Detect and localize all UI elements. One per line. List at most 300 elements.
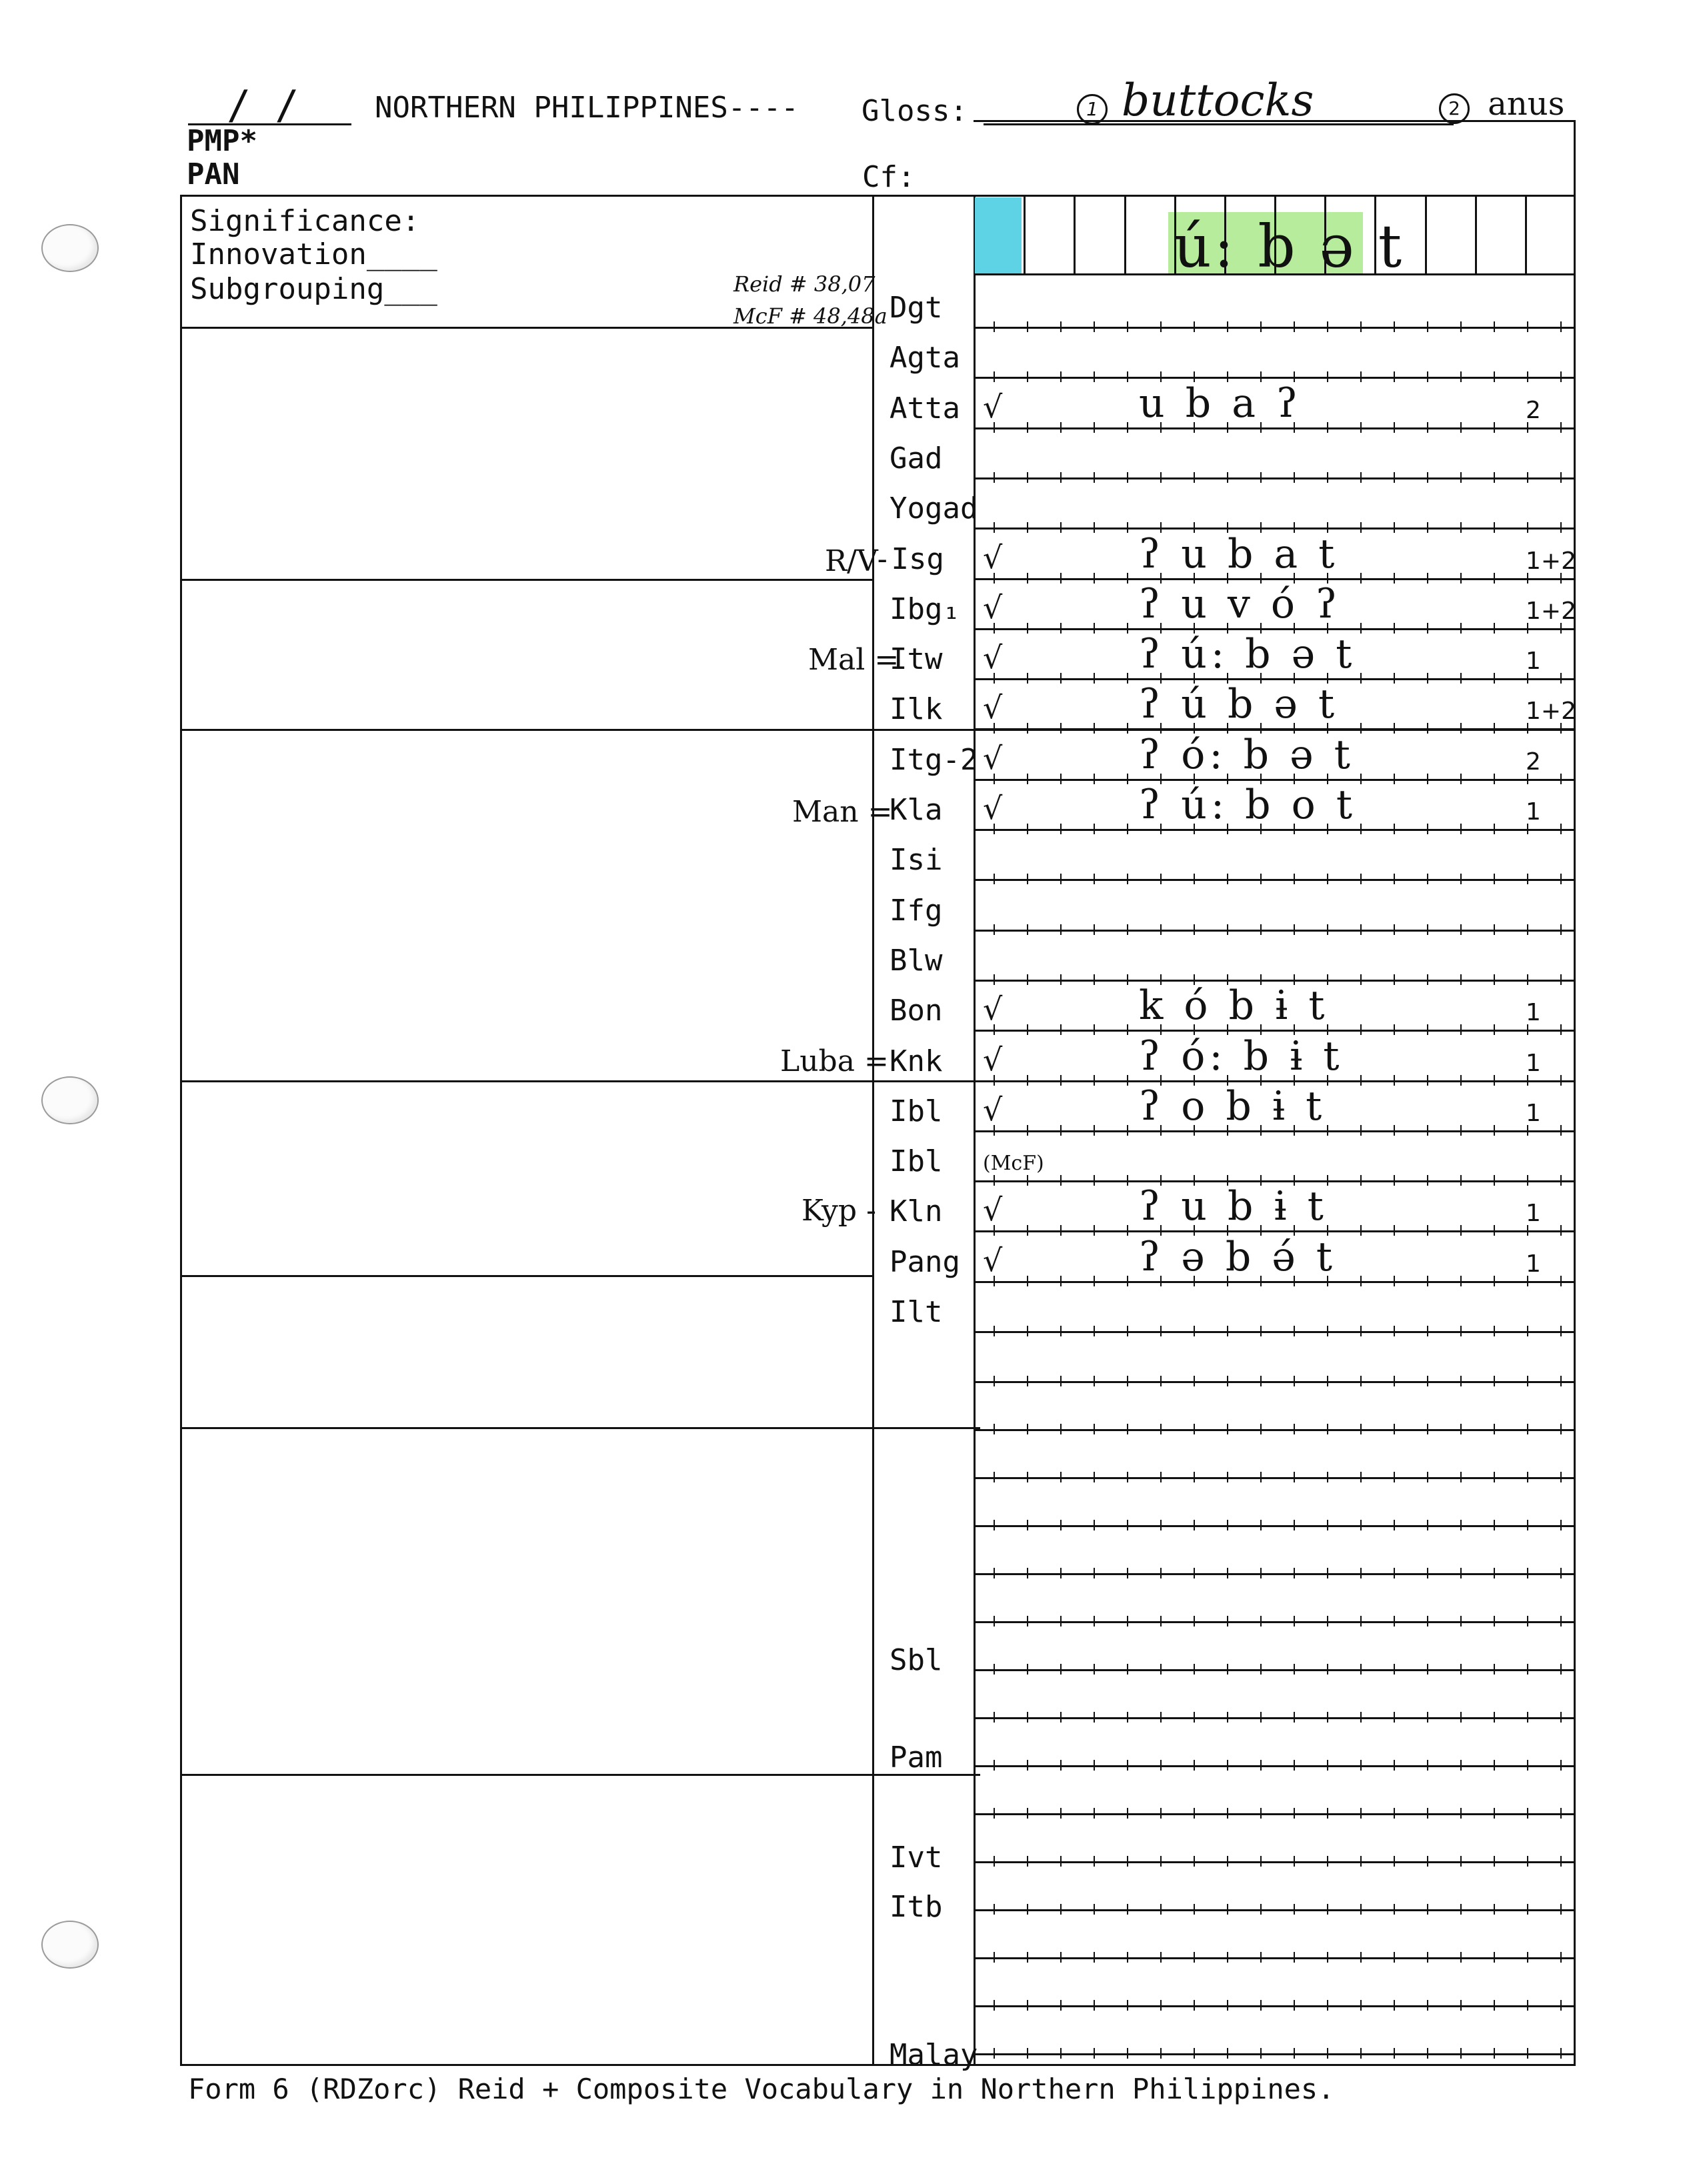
ruled-line-tick — [1494, 1568, 1495, 1578]
ruled-line-tick — [1460, 1125, 1462, 1136]
language-code: Gad — [890, 441, 943, 475]
reconstruction-segment: ə — [1319, 212, 1357, 281]
ruled-line-tick — [1560, 1472, 1562, 1482]
column-divider — [872, 195, 874, 2066]
ruled-line-tick — [1160, 1568, 1162, 1578]
cognate-form: ʔ o b ɨ t — [1139, 1082, 1326, 1130]
ruled-line-tick — [1494, 1424, 1495, 1434]
ruled-line-tick — [1494, 1616, 1495, 1626]
reconstruction-cell-divider — [1124, 197, 1126, 273]
ruled-line-tick — [1527, 321, 1528, 332]
ruled-line — [975, 1957, 1574, 1959]
ruled-line-tick — [1094, 2000, 1095, 2011]
gloss-reference: 1 — [1526, 798, 1541, 826]
ruled-line-tick — [1560, 1024, 1562, 1035]
cognate-check-mark: √ — [983, 790, 1003, 826]
ruled-line-tick — [1394, 1075, 1395, 1086]
ruled-line-tick — [1294, 1616, 1295, 1626]
subgrouping-label: Subgrouping___ — [190, 272, 437, 306]
ruled-line-tick — [1294, 1712, 1295, 1723]
ruled-line-tick — [1527, 1856, 1528, 1867]
ruled-line-tick — [1427, 2000, 1428, 2011]
ruled-line-tick — [1527, 1472, 1528, 1482]
ruled-line-tick — [1027, 1276, 1028, 1286]
ruled-line — [975, 1525, 1574, 1527]
ruled-line-tick — [1527, 1376, 1528, 1386]
ruled-line-tick — [1294, 924, 1295, 935]
cognate-form: ʔ ú: b o t — [1139, 782, 1356, 828]
ruled-line-tick — [1227, 1568, 1228, 1578]
ruled-line-tick — [1394, 1376, 1395, 1386]
ruled-line-tick — [1360, 1616, 1362, 1626]
language-code: Knk — [890, 1044, 943, 1078]
ruled-line-tick — [1327, 422, 1328, 433]
ruled-line-tick — [1394, 2048, 1395, 2059]
gloss-reference: 1 — [1526, 648, 1541, 676]
ruled-line-tick — [1060, 321, 1062, 332]
ruled-line-tick — [1360, 774, 1362, 784]
ruled-line-tick — [1427, 1520, 1428, 1530]
ruled-line-tick — [1027, 573, 1028, 584]
ruled-line-tick — [1260, 1760, 1262, 1771]
ruled-line-tick — [1560, 924, 1562, 935]
language-code: Kln — [890, 1194, 943, 1229]
cognate-form: ʔ ə b ə́ t — [1139, 1233, 1336, 1280]
ruled-line-tick — [1560, 1616, 1562, 1626]
ruled-line-tick — [994, 1664, 995, 1675]
ruled-line-tick — [1294, 1326, 1295, 1336]
ruled-line-tick — [1527, 2048, 1528, 2059]
ruled-line-tick — [1094, 1664, 1095, 1675]
ruled-line-tick — [1027, 2000, 1028, 2011]
ruled-line-tick — [1027, 1664, 1028, 1675]
ruled-line-tick — [1460, 321, 1462, 332]
ruled-line-tick — [1327, 1472, 1328, 1482]
ruled-line-tick — [1027, 1760, 1028, 1771]
significance-label: Significance: — [190, 204, 420, 238]
ruled-line-tick — [1227, 1376, 1228, 1386]
ruled-line-tick — [1360, 1276, 1362, 1286]
ruled-line-tick — [1227, 1424, 1228, 1434]
ruled-line-tick — [1394, 2000, 1395, 2011]
ruled-line-tick — [1260, 1856, 1262, 1867]
ruled-line-tick — [1094, 623, 1095, 634]
ruled-line-tick — [1027, 1175, 1028, 1186]
ruled-line-tick — [1460, 1424, 1462, 1434]
ruled-line-tick — [1260, 1904, 1262, 1915]
ruled-line-tick — [1494, 1952, 1495, 1963]
ruled-line-tick — [1394, 1616, 1395, 1626]
ruled-line-tick — [1060, 1808, 1062, 1819]
language-code: Atta — [890, 391, 960, 425]
ruled-line-tick — [1027, 422, 1028, 433]
ruled-line-tick — [1460, 1904, 1462, 1915]
ruled-line-tick — [1127, 673, 1128, 684]
ruled-line-tick — [1460, 1024, 1462, 1035]
ruled-line — [975, 1813, 1574, 1815]
ruled-line-tick — [1127, 321, 1128, 332]
ruled-line-tick — [1060, 874, 1062, 884]
ruled-line-tick — [1394, 1712, 1395, 1723]
ruled-line-tick — [1527, 1326, 1528, 1336]
ruled-line-tick — [1494, 2000, 1495, 2011]
ruled-line-tick — [1360, 824, 1362, 834]
ruled-line — [975, 779, 1574, 781]
ruled-line-tick — [1560, 1568, 1562, 1578]
ruled-line-tick — [1194, 1952, 1195, 1963]
ruled-line-tick — [1427, 422, 1428, 433]
ruled-line — [975, 477, 1574, 479]
ruled-line-tick — [1260, 472, 1262, 483]
ruled-line — [975, 1281, 1574, 1283]
ruled-line-tick — [1427, 1125, 1428, 1136]
ruled-line-tick — [1127, 723, 1128, 734]
ruled-line-tick — [1260, 1952, 1262, 1963]
ruled-line-tick — [1094, 673, 1095, 684]
ruled-line-tick — [1427, 1175, 1428, 1186]
ruled-line-tick — [1494, 1125, 1495, 1136]
ruled-line-tick — [1094, 924, 1095, 935]
ruled-line-tick — [1494, 573, 1495, 584]
ruled-line — [975, 327, 1574, 329]
ruled-line-tick — [1160, 1520, 1162, 1530]
ruled-line-tick — [1060, 1175, 1062, 1186]
ruled-line-tick — [1394, 371, 1395, 382]
ruled-line-tick — [1060, 1376, 1062, 1386]
ruled-line-tick — [1427, 723, 1428, 734]
ruled-line-tick — [1060, 2000, 1062, 2011]
ruled-line-tick — [1527, 472, 1528, 483]
ruled-line-tick — [1460, 1712, 1462, 1723]
ruled-line-tick — [1527, 1616, 1528, 1626]
ruled-line-tick — [1527, 1904, 1528, 1915]
ruled-line-tick — [1327, 1712, 1328, 1723]
language-code: -Isg — [874, 541, 944, 576]
ruled-line-tick — [1127, 1225, 1128, 1236]
ruled-line-tick — [1094, 1125, 1095, 1136]
ruled-line-tick — [1427, 1856, 1428, 1867]
ruled-line-tick — [1327, 1856, 1328, 1867]
frame-top-right — [974, 120, 1575, 122]
ruled-line-tick — [1127, 1175, 1128, 1186]
ruled-line-tick — [1094, 824, 1095, 834]
group-label-rv: R/V — [825, 544, 878, 578]
gloss-1 — [1077, 75, 1314, 126]
section-divider-2 — [180, 579, 874, 581]
ruled-line-tick — [1460, 623, 1462, 634]
ruled-line-tick — [1160, 1326, 1162, 1336]
ruled-line-tick — [1360, 673, 1362, 684]
ruled-line-tick — [1327, 2048, 1328, 2059]
ruled-line-tick — [1394, 824, 1395, 834]
ruled-line-tick — [994, 1424, 995, 1434]
cognate-check-mark: √ — [983, 991, 1003, 1028]
ruled-line-tick — [1194, 1472, 1195, 1482]
ruled-line-tick — [1127, 1326, 1128, 1336]
ruled-line-tick — [1060, 1568, 1062, 1578]
ruled-line-tick — [1160, 924, 1162, 935]
ruled-line-tick — [1127, 1075, 1128, 1086]
cognate-check-mark: (McF) — [983, 1152, 1044, 1176]
ruled-line-tick — [1260, 1568, 1262, 1578]
ruled-line-tick — [1060, 924, 1062, 935]
ruled-line-tick — [1360, 573, 1362, 584]
ruled-line-tick — [1527, 1175, 1528, 1186]
ruled-line-tick — [1360, 974, 1362, 985]
ruled-line-tick — [1027, 1856, 1028, 1867]
ruled-line-tick — [1560, 1952, 1562, 1963]
ruled-line-tick — [1094, 1075, 1095, 1086]
ruled-line-tick — [1060, 1712, 1062, 1723]
reconstruction-segment: b — [1258, 212, 1298, 281]
ruled-line-tick — [1427, 1276, 1428, 1286]
ruled-line-tick — [1560, 1808, 1562, 1819]
ruled-line-tick — [1160, 874, 1162, 884]
reconstruction-cell-divider — [1525, 197, 1527, 273]
ruled-line-tick — [1460, 2000, 1462, 2011]
ruled-line-tick — [1460, 974, 1462, 985]
ruled-line-tick — [1427, 573, 1428, 584]
ruled-line-tick — [1527, 1760, 1528, 1771]
ruled-line-tick — [1460, 1075, 1462, 1086]
ruled-line-tick — [1127, 1276, 1128, 1286]
ruled-line-tick — [1427, 1712, 1428, 1723]
ruled-line-tick — [1360, 2000, 1362, 2011]
section-divider-5 — [180, 1275, 874, 1277]
ruled-line-tick — [1527, 1952, 1528, 1963]
ruled-line-tick — [1027, 1326, 1028, 1336]
ruled-line-tick — [1427, 774, 1428, 784]
cognate-form: ʔ u v ó ʔ — [1139, 580, 1342, 628]
ruled-line-tick — [1094, 774, 1095, 784]
ruled-line-tick — [1527, 1712, 1528, 1723]
ruled-line-tick — [1227, 1520, 1228, 1530]
ruled-line-tick — [1194, 874, 1195, 884]
ruled-line-tick — [1394, 1856, 1395, 1867]
ruled-line-tick — [1460, 723, 1462, 734]
ruled-line-tick — [1560, 1326, 1562, 1336]
ruled-line-tick — [1360, 1904, 1362, 1915]
ruled-line-tick — [1094, 1276, 1095, 1286]
ruled-line-tick — [1427, 1024, 1428, 1035]
ruled-line-tick — [1360, 1376, 1362, 1386]
ruled-line-tick — [1094, 522, 1095, 533]
ruled-line-tick — [1160, 1616, 1162, 1626]
ruled-line-tick — [1360, 1856, 1362, 1867]
ruled-line-tick — [1460, 472, 1462, 483]
ruled-line-tick — [1294, 1424, 1295, 1434]
gloss-reference: 1+2 — [1526, 597, 1576, 625]
ruled-line-tick — [1127, 1424, 1128, 1434]
ruled-line-tick — [1260, 1664, 1262, 1675]
ruled-line-tick — [1294, 1760, 1295, 1771]
ruled-line-tick — [1327, 371, 1328, 382]
ruled-line-tick — [1360, 472, 1362, 483]
ruled-line-tick — [1027, 1712, 1028, 1723]
ruled-line-tick — [1194, 1616, 1195, 1626]
ruled-line-tick — [1460, 573, 1462, 584]
ruled-line-tick — [1094, 321, 1095, 332]
ruled-line-tick — [1360, 321, 1362, 332]
ruled-line-tick — [1160, 2000, 1162, 2011]
gloss-reference: 1 — [1526, 1250, 1541, 1278]
cognate-check-mark: √ — [983, 1041, 1003, 1078]
ruled-line-tick — [1327, 472, 1328, 483]
ruled-line-tick — [1560, 1075, 1562, 1086]
ruled-line-tick — [1560, 321, 1562, 332]
ruled-line-tick — [1360, 924, 1362, 935]
ruled-line-tick — [1194, 1856, 1195, 1867]
ruled-line-tick — [1327, 1760, 1328, 1771]
ruled-line — [975, 1180, 1574, 1182]
gloss-reference: 1 — [1526, 999, 1541, 1027]
group-label-man: Man = — [792, 795, 893, 829]
ruled-line-tick — [1194, 1568, 1195, 1578]
ruled-line-tick — [1094, 723, 1095, 734]
ruled-line-tick — [1060, 1276, 1062, 1286]
ruled-line-tick — [1060, 522, 1062, 533]
ruled-line-tick — [1194, 2048, 1195, 2059]
ruled-line-tick — [1394, 573, 1395, 584]
ruled-line-tick — [1194, 472, 1195, 483]
ruled-line-tick — [1560, 2000, 1562, 2011]
ruled-line-tick — [994, 1326, 995, 1336]
ruled-line-tick — [1094, 1024, 1095, 1035]
ruled-line-tick — [1327, 1616, 1328, 1626]
ruled-line-tick — [1427, 924, 1428, 935]
ruled-line-tick — [1260, 874, 1262, 884]
ruled-line-tick — [1127, 1568, 1128, 1578]
ruled-line-tick — [1027, 1376, 1028, 1386]
ruled-line-tick — [1394, 1520, 1395, 1530]
ruled-line — [975, 578, 1574, 580]
ruled-line-tick — [1360, 723, 1362, 734]
ruled-line-tick — [1227, 1664, 1228, 1675]
form-title: NORTHERN PHILIPPINES---- — [375, 91, 799, 125]
ruled-line — [975, 1669, 1574, 1671]
ruled-line-tick — [1194, 321, 1195, 332]
ruled-line-tick — [1394, 422, 1395, 433]
ruled-line-tick — [1560, 1276, 1562, 1286]
ruled-line-tick — [1294, 321, 1295, 332]
reconstruction-form — [1174, 212, 1405, 281]
language-code: Itw — [890, 642, 943, 677]
ruled-line-tick — [1560, 1856, 1562, 1867]
ruled-line-tick — [1027, 1075, 1028, 1086]
ruled-line-tick — [1527, 974, 1528, 985]
ruled-line-tick — [1294, 1808, 1295, 1819]
ruled-line-tick — [1227, 1712, 1228, 1723]
ruled-line-tick — [1294, 1904, 1295, 1915]
gloss-2 — [1439, 85, 1565, 124]
ruled-line-tick — [1560, 1376, 1562, 1386]
ruled-line-tick — [1194, 1904, 1195, 1915]
ruled-line-tick — [1027, 1616, 1028, 1626]
ruled-line-tick — [1394, 924, 1395, 935]
ruled-line-tick — [1327, 924, 1328, 935]
ruled-line-tick — [1127, 1856, 1128, 1867]
ruled-line-tick — [1027, 1808, 1028, 1819]
ruled-line-tick — [1360, 1712, 1362, 1723]
ruled-line-tick — [1494, 874, 1495, 884]
ruled-line-tick — [1394, 1472, 1395, 1482]
ruled-line-tick — [1427, 1075, 1428, 1086]
cognate-check-mark: √ — [983, 1242, 1003, 1278]
ruled-line-tick — [1494, 673, 1495, 684]
ruled-line-tick — [1294, 1952, 1295, 1963]
ruled-line-tick — [1427, 2048, 1428, 2059]
ruled-line-tick — [1094, 1616, 1095, 1626]
ruled-line-tick — [1127, 422, 1128, 433]
ruled-line-tick — [1460, 522, 1462, 533]
ruled-line-tick — [1227, 874, 1228, 884]
ruled-line-tick — [1194, 1376, 1195, 1386]
ruled-line-tick — [1094, 472, 1095, 483]
ruled-line-tick — [1027, 1520, 1028, 1530]
ruled-line-tick — [994, 1904, 995, 1915]
ruled-line-tick — [1327, 1125, 1328, 1136]
ruled-line-tick — [1327, 1568, 1328, 1578]
ruled-line-tick — [1127, 1616, 1128, 1626]
ruled-line-tick — [1494, 1904, 1495, 1915]
ruled-line-tick — [1260, 924, 1262, 935]
ruled-line-tick — [1394, 1024, 1395, 1035]
ruled-line-tick — [1027, 1225, 1028, 1236]
ruled-line-tick — [1294, 1568, 1295, 1578]
ruled-line-tick — [1027, 974, 1028, 985]
ruled-line-tick — [1060, 974, 1062, 985]
ruled-line-tick — [1327, 1376, 1328, 1386]
ruled-line-tick — [1260, 1808, 1262, 1819]
lang-label-itb: Itb — [890, 1890, 943, 1924]
ruled-line-tick — [1394, 1808, 1395, 1819]
ruled-line-tick — [1094, 1856, 1095, 1867]
ruled-line-tick — [994, 1175, 995, 1186]
cognate-form: ʔ ú b ə t — [1139, 681, 1339, 728]
ruled-line-tick — [1427, 1760, 1428, 1771]
section-divider-7 — [180, 1774, 980, 1776]
ruled-line-tick — [1527, 522, 1528, 533]
reference-mcf: McF # 48,48a — [733, 303, 888, 329]
ruled-line-tick — [1327, 1952, 1328, 1963]
ruled-line-tick — [1394, 1276, 1395, 1286]
ruled-line-tick — [1194, 1424, 1195, 1434]
ruled-line-tick — [1494, 472, 1495, 483]
ruled-line-tick — [1027, 874, 1028, 884]
cognate-check-mark: √ — [983, 690, 1003, 726]
cognate-form: ʔ u b a t — [1139, 530, 1339, 578]
ruled-line-tick — [1227, 2000, 1228, 2011]
cognate-form: k ó b ɨ t — [1139, 982, 1329, 1030]
lang-label-sbl: Sbl — [890, 1643, 943, 1677]
ruled-line-tick — [1427, 1424, 1428, 1434]
ruled-line-tick — [1360, 1125, 1362, 1136]
gloss-reference: 1 — [1526, 1049, 1541, 1077]
lang-label-malay: Malay — [890, 2038, 978, 2072]
ruled-line — [975, 678, 1574, 680]
ruled-line-tick — [1194, 1664, 1195, 1675]
ruled-line-tick — [994, 2000, 995, 2011]
ruled-line-tick — [1160, 1472, 1162, 1482]
reconstruction-cell-highlight — [975, 197, 1022, 273]
ruled-line-tick — [1494, 1376, 1495, 1386]
ruled-line-tick — [1494, 774, 1495, 784]
ruled-line-tick — [1460, 1225, 1462, 1236]
ruled-line-tick — [1060, 573, 1062, 584]
ruled-line-tick — [1060, 1952, 1062, 1963]
ruled-line-tick — [1227, 1760, 1228, 1771]
language-code: Agta — [890, 341, 960, 375]
